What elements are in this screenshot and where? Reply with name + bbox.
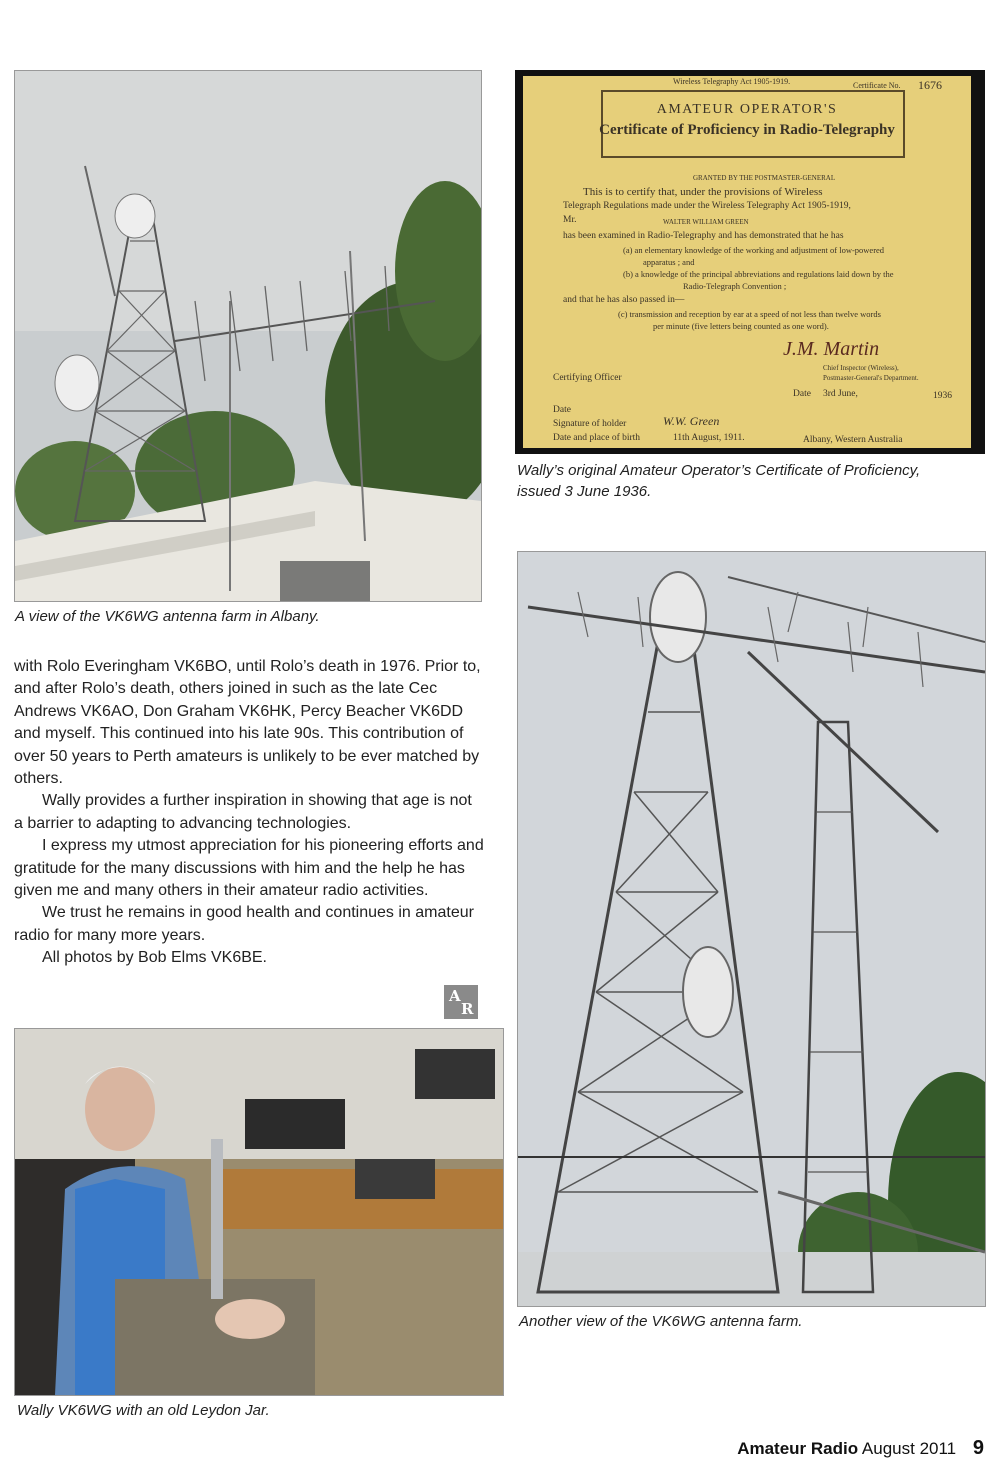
footer-magazine: Amateur Radio (737, 1439, 859, 1458)
article-photo-credit: All photos by Bob Elms VK6BE. (42, 949, 267, 967)
logo-letter-a: A (449, 987, 461, 1005)
caption-certificate-line1: Wally’s original Amateur Operator’s Certificate of Proficiency, (517, 462, 921, 479)
cert-title-2: Certificate of Proficiency in Radio-Telegraphy (599, 122, 895, 138)
logo-letter-r: R (461, 1000, 474, 1018)
cert-date-value: 3rd June, (823, 389, 858, 399)
caption-antenna-farm-albany: A view of the VK6WG antenna farm in Albany. (15, 608, 320, 625)
cert-line-7: (b) a knowledge of the principal abbreviations and regulations laid down by the (623, 269, 894, 279)
caption-antenna-farm-another: Another view of the VK6WG antenna farm. (519, 1313, 803, 1330)
cert-date-label: Date (793, 389, 811, 399)
cert-holder-signature: W.W. Green (663, 414, 720, 428)
cert-line-3: Mr. (563, 215, 577, 225)
photo-certificate (515, 70, 985, 454)
cert-title-1: AMATEUR OPERATOR'S (656, 102, 838, 117)
cert-name: WALTER WILLIAM GREEN (663, 218, 749, 226)
cert-line-1: This is to certify that, under the provisions of Wireless (583, 186, 823, 198)
caption-certificate (517, 460, 987, 502)
cert-inspector: Chief Inspector (Wireless), (823, 364, 899, 372)
cert-line-4: has been examined in Radio-Telegraphy and has demonstrated that he has (563, 231, 844, 241)
footer-issue: August 2011 (861, 1439, 957, 1458)
cert-birth-label: Date and place of birth (553, 433, 641, 443)
cert-line-8: Radio-Telegraph Convention ; (683, 281, 787, 291)
cert-line-10: (c) transmission and reception by ear at a speed of not less than twelve words (618, 309, 881, 319)
photo-antenna-farm-another (517, 551, 986, 1307)
cert-line-6: apparatus ; and (643, 257, 695, 267)
cert-birth-place: Albany, Western Australia (803, 435, 903, 445)
cert-date2: Date (553, 405, 571, 415)
end-of-article-logo (444, 985, 478, 1019)
certificate-document (523, 76, 971, 448)
cert-line-2: Telegraph Regulations made under the Wireless Telegraphy Act 1905-1919, (563, 201, 851, 211)
cert-year: 1936 (933, 391, 952, 401)
cert-granted: GRANTED BY THE POSTMASTER-GENERAL (693, 174, 836, 182)
cert-signature: J.M. Martin (783, 338, 880, 360)
article-body (14, 656, 484, 970)
cert-line-9: and that he has also passed in— (563, 295, 685, 305)
cert-act: Wireless Telegraphy Act 1905-1919. (673, 77, 791, 86)
cert-certifying: Certifying Officer (553, 373, 622, 383)
footer-page-number: 9 (972, 1437, 984, 1459)
page-footer (737, 1437, 984, 1460)
cert-no: 1676 (918, 78, 942, 92)
article-paragraph: Wally provides a further inspiration in showing that age is not a barrier to adapting to advancing technologies. (14, 792, 472, 832)
cert-dept: Postmaster-General's Department. (823, 374, 919, 382)
cert-line-5: (a) an elementary knowledge of the working and adjustment of low-powered (623, 245, 885, 255)
cert-line-11: per minute (five letters being counted as one word). (653, 321, 829, 331)
photo-antenna-farm-albany (14, 70, 482, 602)
caption-certificate-line2: issued 3 June 1936. (517, 483, 652, 500)
photo-wally-leydon-jar (14, 1028, 504, 1396)
article-paragraph: I express my utmost appreciation for his pioneering efforts and gratitude for the many discussions with him and the help he has given me and many others in their amateur radio activities. (14, 837, 484, 900)
article-paragraph: We trust he remains in good health and continues in amateur radio for many more years. (14, 904, 474, 944)
cert-birth-value: 11th August, 1911. (673, 433, 745, 443)
cert-no-label: Certificate No. (853, 81, 901, 90)
caption-wally-jar: Wally VK6WG with an old Leydon Jar. (17, 1402, 270, 1419)
article-paragraph: with Rolo Everingham VK6BO, until Rolo’s death in 1976. Prior to, and after Rolo’s death, others joined in such as the late Cec Andrews VK6AO, Don Graham VK6HK, Percy Beacher VK6DD and myself. This continued into his late 90s. This contribution of over 50 years to Perth amateurs is unlikely to be ever matched by others. (14, 658, 481, 788)
cert-holder-label: Signature of holder (553, 419, 627, 429)
